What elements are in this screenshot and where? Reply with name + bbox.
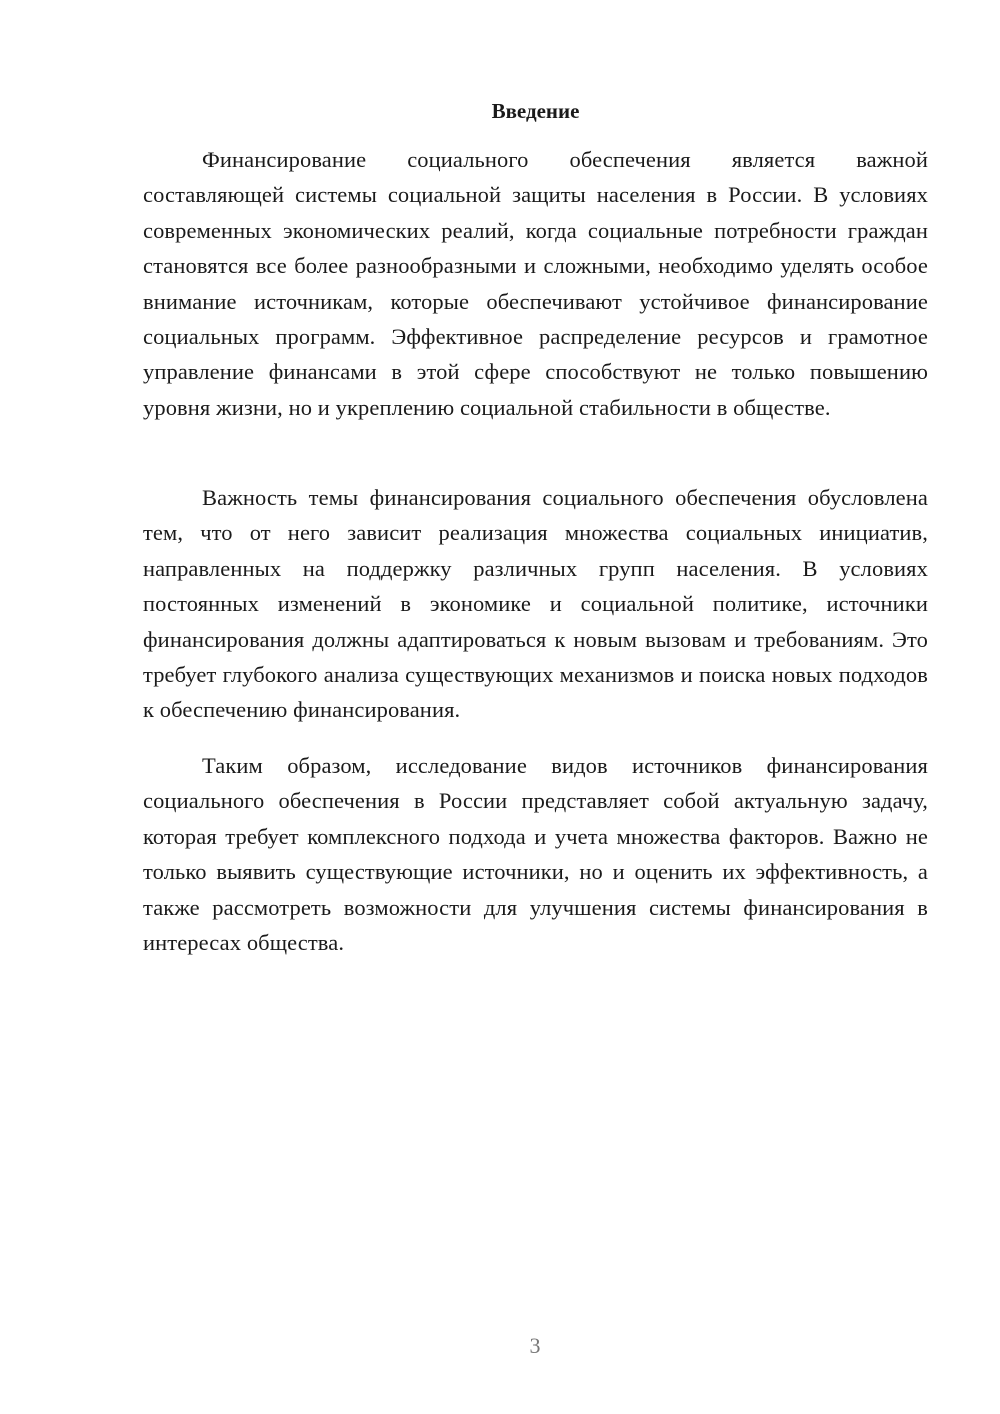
section-heading: Введение — [491, 99, 580, 123]
paragraph-1: Финансирование социального обеспечения является важной составляющей системы социальной защиты населения в России. В условиях современных экономических реалий, когда социальные потребности граждан становятся все более разнообразными и сложными, необходимо уделять особое внимание источникам, которые обеспечивают устойчивое финансирование социальных программ. Эффективное распределение ресурсов и грамотное управление финансами в этой сфере способствуют не только повышению уровня жизни, но и укреплению социальной стабильности в обществе. — [143, 147, 928, 420]
page-number: 3 — [529, 1333, 541, 1358]
paragraph-2: Важность темы финансирования социального обеспечения обусловлена тем, что от него зависит реализация множества социальных инициатив, направленных на поддержку различных групп населения. В условиях постоянных изменений в экономике и социальной политике, источники финансирования должны адаптироваться к новым вызовам и требованиям. Это требует глубокого анализа существующих механизмов и поиска новых подходов к обеспечению финансирования. — [143, 485, 928, 723]
paragraph-3: Таким образом, исследование видов источников финансирования социального обеспечения в России представляет собой актуальную задачу, которая требует комплексного подхода и учета множества факторов. Важно не только выявить существующие источники, но и оценить их эффективность, а также рассмотреть возможности для улучшения системы финансирования в интересах общества. — [143, 753, 928, 956]
